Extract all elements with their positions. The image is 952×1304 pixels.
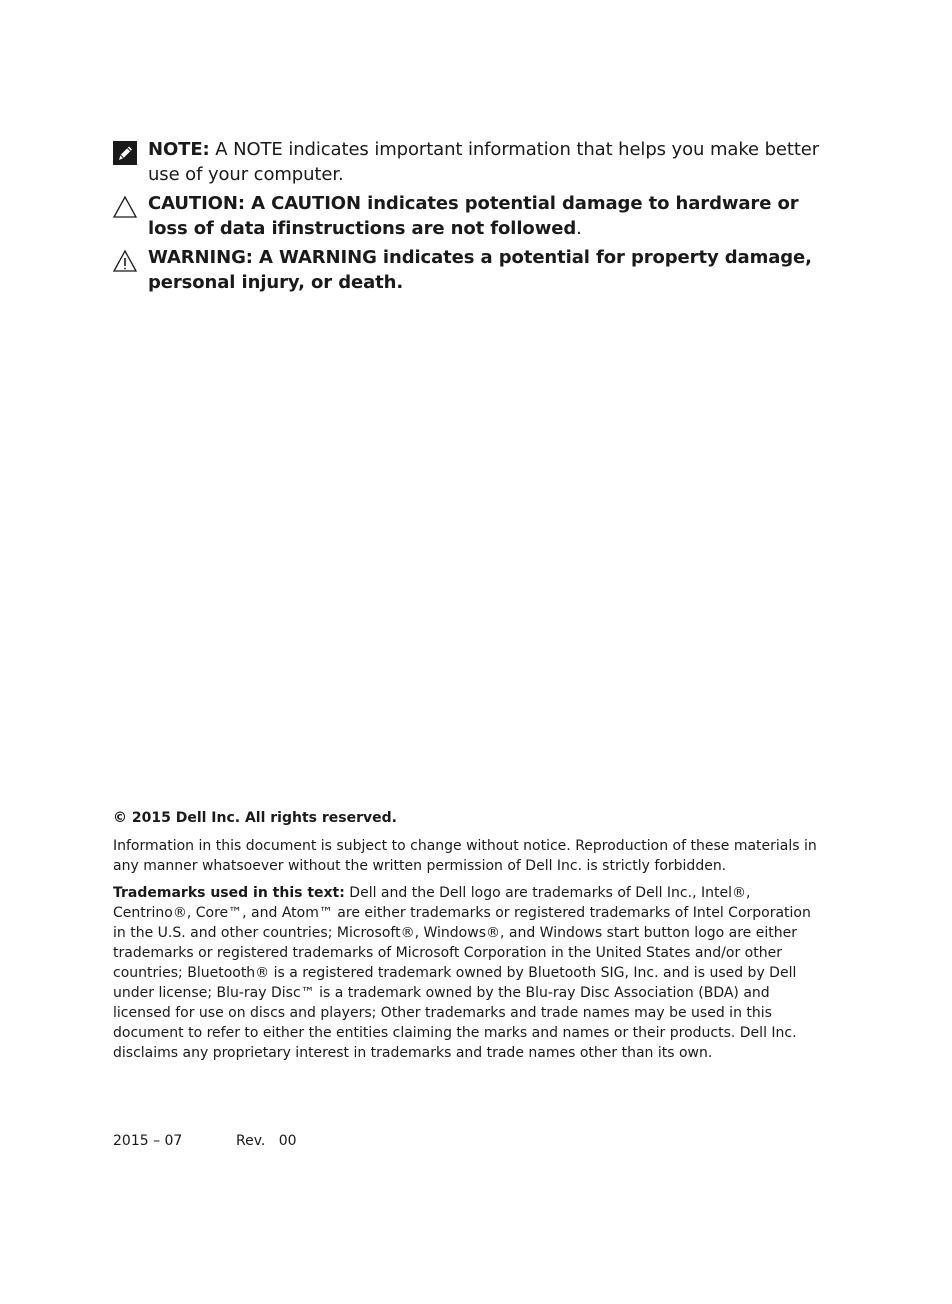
warning-exclamation-icon [112, 248, 138, 274]
note-pencil-icon [112, 140, 138, 166]
legal-section [113, 808, 823, 1070]
caution-notice [112, 191, 832, 241]
notice-list [112, 137, 832, 299]
warning-text: WARNING: A WARNING indicates a potential for property damage, personal injury, or death. [148, 247, 812, 293]
info-paragraph: Information in this document is subject to change without notice. Reproduction of these materials in any manner whatsoever without the written permission of Dell Inc. is strictly forbidden. [113, 838, 817, 874]
note-text [148, 137, 832, 187]
trademarks-lead: Trademarks used in this text: [113, 885, 345, 901]
revision-footer [113, 1131, 297, 1151]
caution-trail: . [576, 218, 582, 239]
note-body: A NOTE indicates important information that helps you make better use of your computer. [148, 139, 820, 185]
revision-date: 2015 – 07 [113, 1133, 183, 1149]
caution-body: CAUTION: A CAUTION indicates potential damage to hardware or loss of data ifinstructions are not followed [148, 193, 799, 239]
caution-text [148, 191, 832, 241]
note-notice [112, 137, 832, 187]
trademarks-body: Dell and the Dell logo are trademarks of Dell Inc., Intel®, Centrino®, Core™, and Atom™ are either trademarks or registered trademarks of Intel Corporation in the U.S. and other countries; Microsoft®, Windows®, and Windows start button logo are either trademarks or registered trademarks of Microsoft Corporation in the United States and/or other countries; Bluetooth® is a registered trademark owned by Bluetooth SIG, Inc. and is used by Dell under license; Blu-ray Disc™ is a trademark owned by the Blu-ray Disc Association (BDA) and licensed for use on discs and players; Other trademarks and trade names may be used in this document to refer to either the entities claiming the marks and names or their products. Dell Inc. disclaims any proprietary interest in trademarks and trade names other than its own. [113, 885, 811, 1061]
caution-triangle-icon [112, 194, 138, 220]
warning-notice [112, 245, 832, 295]
note-lead: NOTE: [148, 139, 210, 160]
revision-number: Rev. 00 [236, 1133, 297, 1149]
copyright-line: © 2015 Dell Inc. All rights reserved. [113, 810, 397, 826]
trademarks-paragraph [113, 883, 823, 1063]
